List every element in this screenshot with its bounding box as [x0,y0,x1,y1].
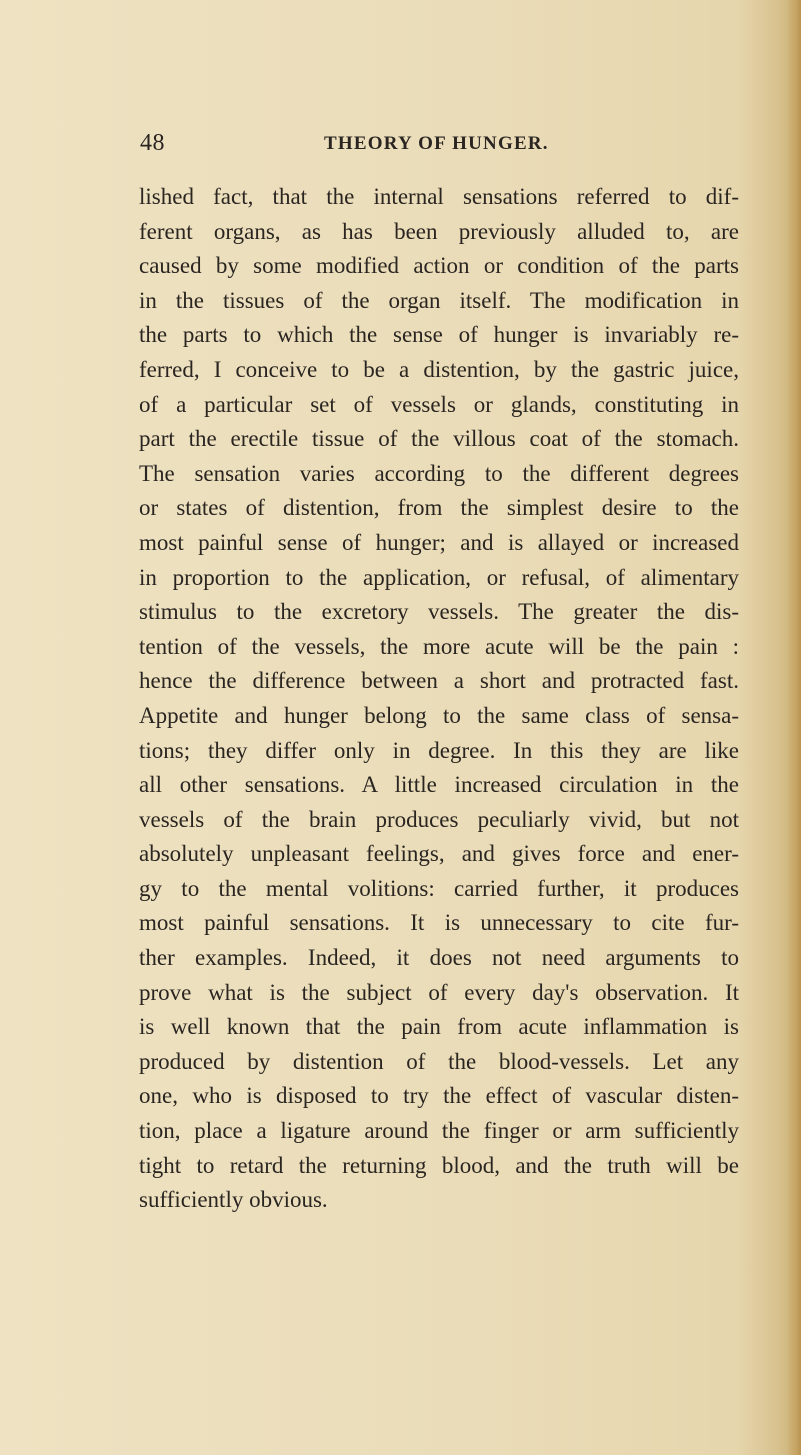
text-line: the parts to which the sense of hunger is invariably re- [139,322,739,348]
text-line: vessels of the brain produces peculiarly vivid, but not [139,806,739,832]
text-line: of a particular set of vessels or glands, constituting in [139,391,739,417]
text-line: ther examples. Indeed, it does not need arguments to [139,945,739,971]
text-line: ferent organs, as has been previously alluded to, are [139,218,739,244]
body-text [139,180,739,1218]
text-line: tions; they differ only in degree. In this they are like [139,737,739,763]
running-title: THEORY OF HUNGER. [324,133,549,154]
text-line: tight to retard the returning blood, and the truth will be [139,1152,739,1178]
page-edge-shadow [787,0,801,1455]
text-line: hence the difference between a short and protracted fast. [139,668,739,694]
text-line: one, who is disposed to try the effect of vascular disten- [139,1083,739,1109]
text-line: most painful sensations. It is unnecessary to cite fur- [139,910,739,936]
text-line: is well known that the pain from acute inflammation is [139,1014,739,1040]
text-line: part the erectile tissue of the villous coat of the stomach. [139,426,739,452]
text-line: all other sensations. A little increased circulation in the [139,772,739,798]
text-line: tion, place a ligature around the finger or arm sufficiently [139,1118,739,1144]
text-line: prove what is the subject of every day's observation. It [139,979,739,1005]
text-line: absolutely unpleasant feelings, and gives force and ener- [139,841,739,867]
text-line: The sensation varies according to the different degrees [139,460,739,486]
running-head [0,130,801,164]
text-line: produced by distention of the blood-vessels. Let any [139,1048,739,1074]
text-line: most painful sense of hunger; and is allayed or increased [139,529,739,555]
text-line: stimulus to the excretory vessels. The greater the dis- [139,599,739,625]
text-line-last: sufficiently obvious. [139,1187,328,1213]
text-line: in the tissues of the organ itself. The modification in [139,287,739,313]
text-line: ferred, I conceive to be a distention, by the gastric juice, [139,356,739,382]
text-line: gy to the mental volitions: carried further, it produces [139,875,739,901]
page-number: 48 [140,130,165,156]
text-line: in proportion to the application, or refusal, of alimentary [139,564,739,590]
text-line: caused by some modified action or condition of the parts [139,253,739,279]
text-line: or states of distention, from the simplest desire to the [139,495,739,521]
text-line: lished fact, that the internal sensations referred to dif- [139,184,739,209]
text-line: Appetite and hunger belong to the same class of sensa- [139,702,739,728]
text-line: tention of the vessels, the more acute will be the pain : [139,633,739,659]
